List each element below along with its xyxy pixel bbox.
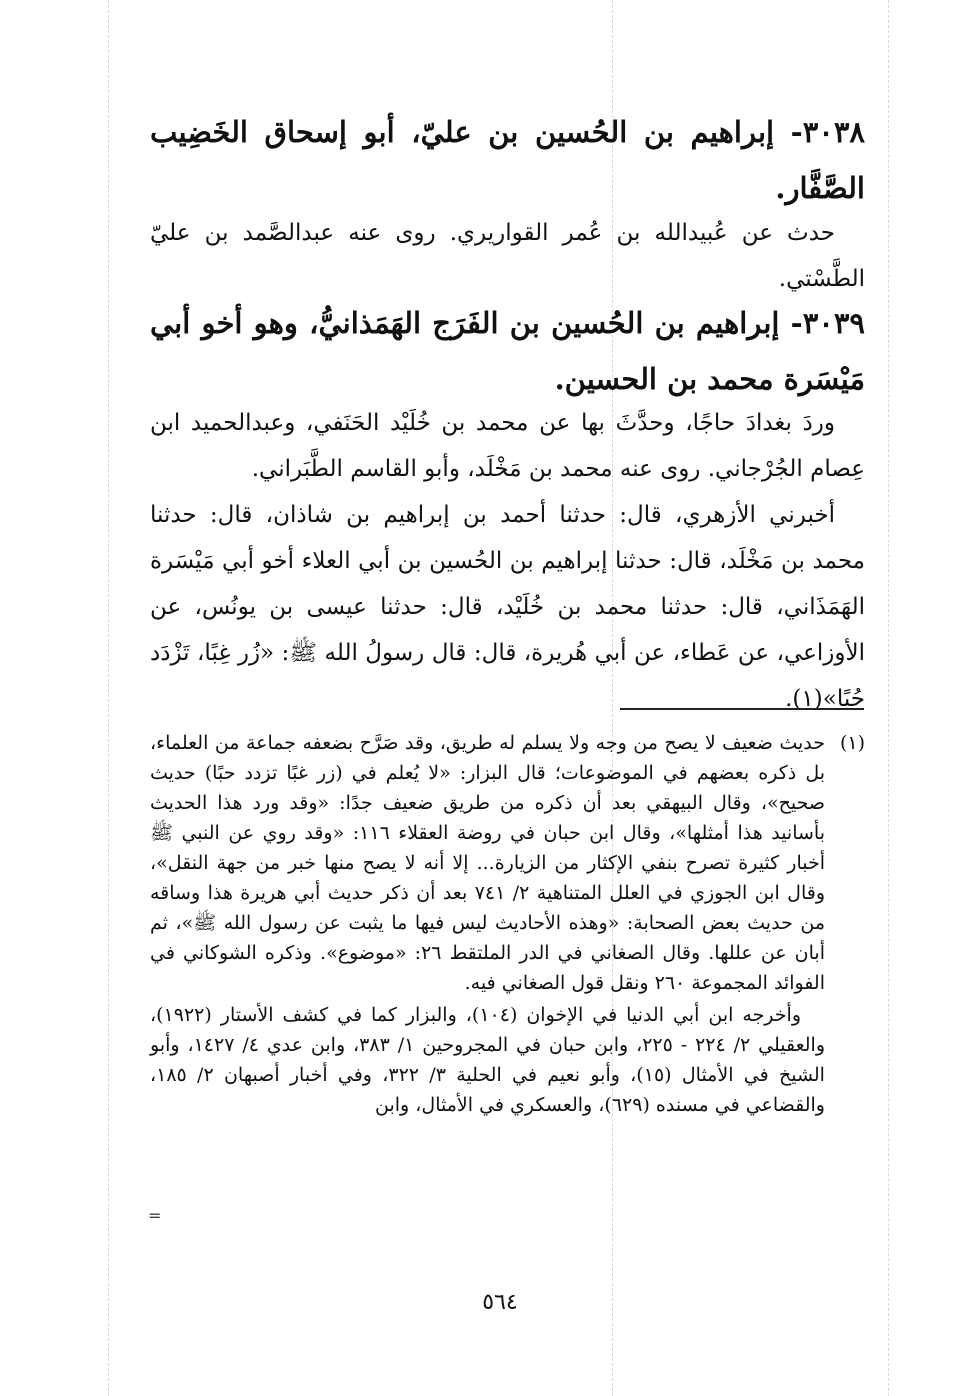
entry-body-3039 bbox=[150, 400, 865, 722]
margin-mark: = bbox=[148, 1206, 162, 1225]
entry-paragraph: حدث عن عُبيدالله بن عُمر القواريري. روى عنه عبدالصَّمد بن عليّ الطَّسْتي. bbox=[150, 220, 865, 292]
footnote-paragraph: وأخرجه ابن أبي الدنيا في الإخوان (١٠٤)، والبزار كما في كشف الأستار (١٩٢٢)، والعقيلي ٢/ ٢٢٤ - ٢٢٥، وابن حبان في المجروحين ١/ ٣٨٣، وابن عدي ٤/ ١٤٢٧، وأبو الشيخ في الأمثال (١٥)، وأبو نعيم في الحلية ٣/ ٣٢٢، وفي أخبار أصبهان ٢/ ١٨٥، والقضاعي في مسنده (٦٢٩)، والعسكري في الأمثال، وابن bbox=[150, 1004, 825, 1116]
footnote-text bbox=[150, 728, 825, 1120]
entry-body-3038 bbox=[150, 210, 865, 302]
footnote-paragraph: حديث ضعيف لا يصح من وجه ولا يسلم له طريق، وقد صَرَّح بضعفه جماعة من العلماء، بل ذكره بعضهم في الموضوعات؛ قال البزار: «لا يُعلم في (زر غبًا تزدد حبًا) حديث صحيح»، وقال البيهقي بعد أن ذكره من طريق ضعيف جدًا: «وقد ورد هذا الحديث بأسانيد هذا أمثلها»، وقال ابن حبان في روضة العقلاء ١١٦: «وقد روي عن النبي ﷺ أخبار كثيرة تصرح بنفي الإكثار من الزيارة... إلا أنه لا يصح منها خبر من جهة النقل»، وقال ابن الجوزي في العلل المتناهية ٢/ ٧٤١ بعد أن ذكر حديث أبي هريرة هذا وساقه من حديث بعض الصحابة: «وهذه الأحاديث ليس فيها ما يثبت عن رسول الله ﷺ»، ثم أبان عن عللها. وقال الصغاني في الدر الملتقط ٢٦: «موضوع». وذكره الشوكاني في الفوائد المجموعة ٢٦٠ ونقل قول الصغاني فيه. bbox=[150, 732, 825, 994]
entry-paragraph: وردَ بغدادَ حاجًا، وحدَّثَ بها عن محمد بن خُلَيْد الحَنَفي، وعبدالحميد ابن عِصام الجُرْجاني. روى عنه محمد بن مَخْلَد، وأبو القاسم الطَّبَراني. bbox=[150, 410, 865, 482]
page-number: ٥٦٤ bbox=[482, 1290, 518, 1315]
scan-guide-line bbox=[108, 0, 109, 1396]
entry-heading-3038: ٣٠٣٨- إبراهيم بن الحُسين بن عليّ، أبو إسحاق الخَضِيب الصَّفَّار. bbox=[150, 115, 865, 205]
entry-heading-3039: ٣٠٣٩- إبراهيم بن الحُسين بن الفَرَج الهَمَذانيُّ، وهو أخو أبي مَيْسَرة محمد بن الحسين. bbox=[150, 306, 865, 396]
footnote-number: (١) bbox=[839, 732, 865, 754]
footnote-separator bbox=[620, 708, 864, 710]
entry-paragraph: أخبرني الأزهري، قال: حدثنا أحمد بن إبراهيم بن شاذان، قال: حدثنا محمد بن مَخْلَد، قال: حدثنا إبراهيم بن الحُسين بن أبي العلاء أخو أبي مَيْسَرة الهَمَذَاني، قال: حدثنا محمد بن خُلَيْد، قال: حدثنا عيسى بن يونُس، عن الأوزاعي، عن عَطاء، عن أبي هُريرة، قال: قال رسولُ الله ﷺ: «زُر غِبًا، تَزْدَد حُبًا»(١). bbox=[150, 502, 865, 712]
footnote bbox=[150, 728, 865, 1120]
footnotes bbox=[150, 728, 865, 1120]
scan-guide-line bbox=[888, 0, 889, 1396]
